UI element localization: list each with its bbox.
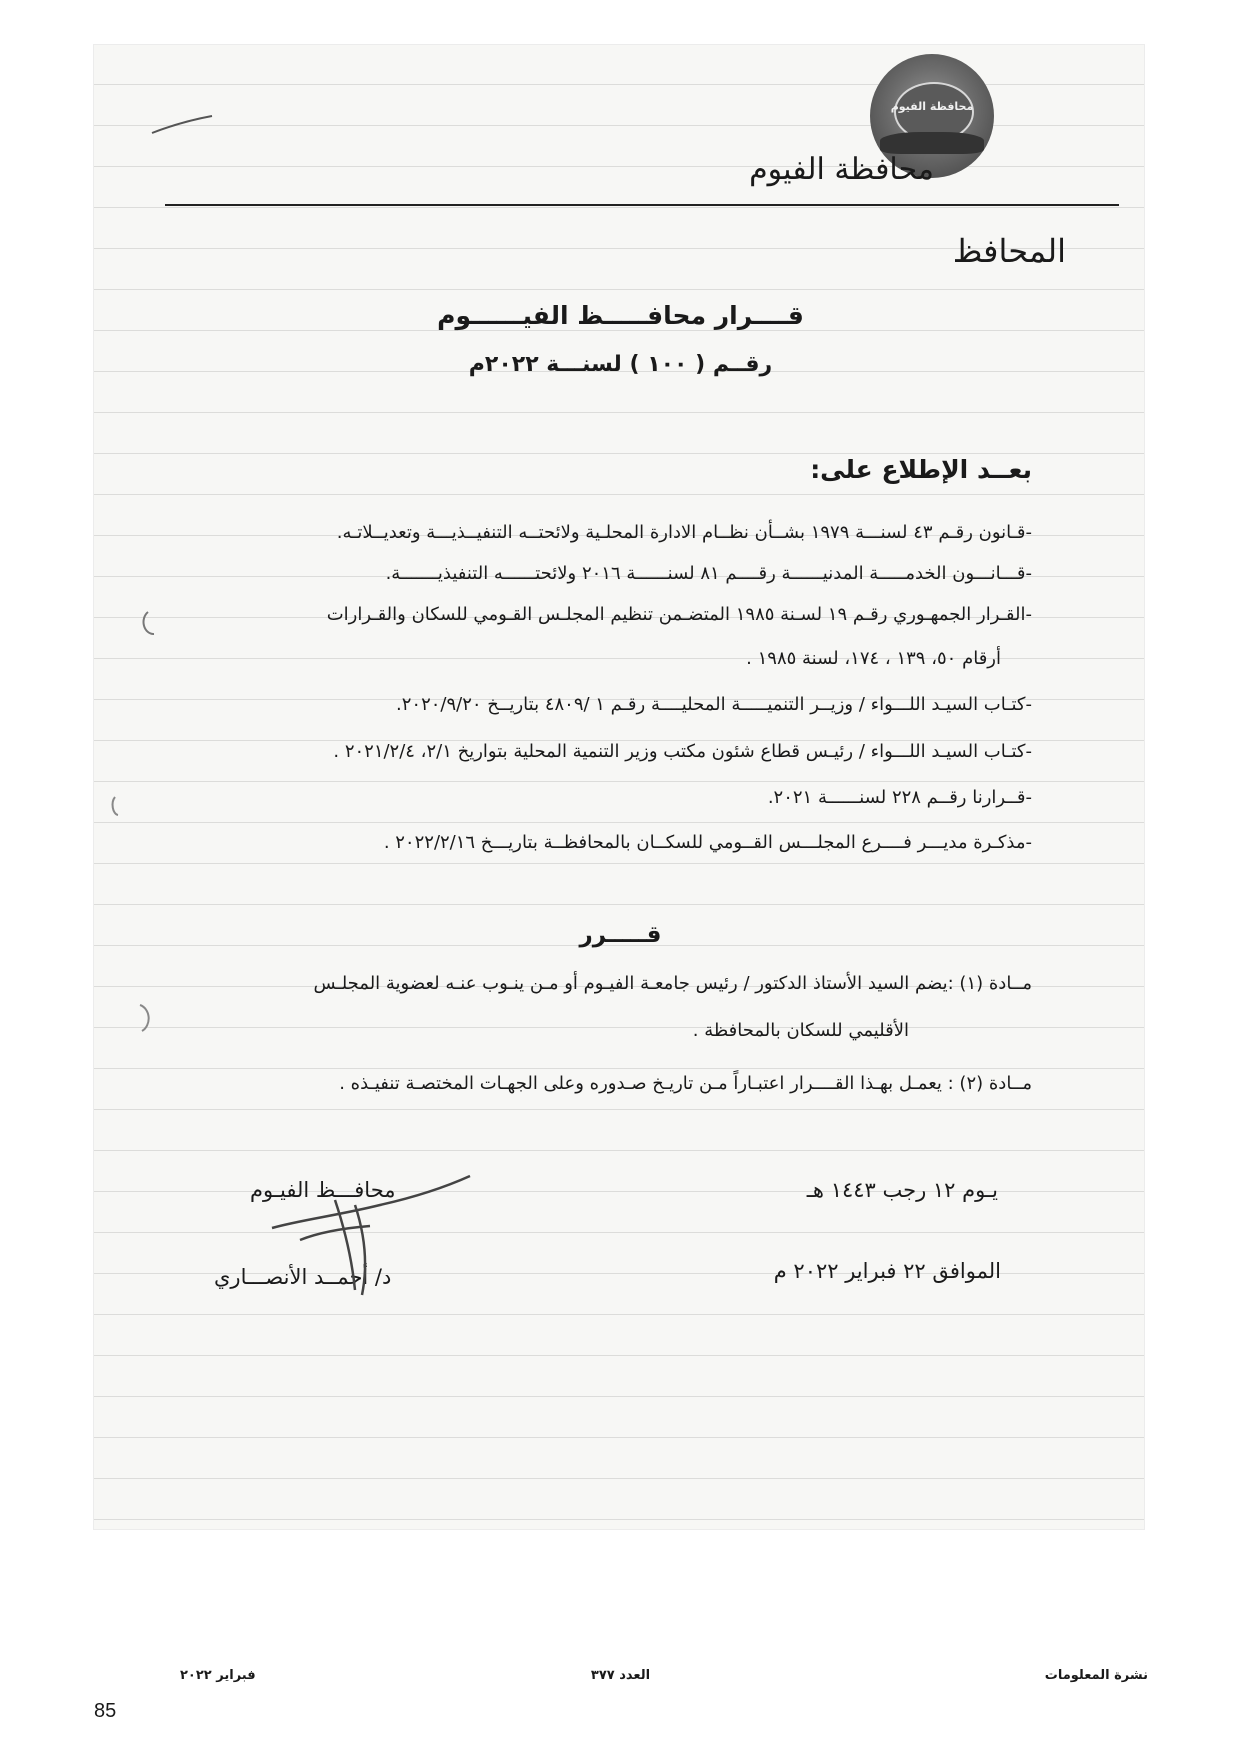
handwritten-signature xyxy=(272,1176,470,1295)
decree-number: رقــم ( ١٠٠ ) لسنـــة ٢٠٢٢م xyxy=(468,352,773,377)
office-title: المحافظ xyxy=(952,232,1066,270)
preamble-item: -قــرارنا رقــم ٢٢٨ لسنــــــة ٢٠٢١. xyxy=(767,787,1032,808)
preamble-item: -قـانون رقـم ٤٣ لسنـــة ١٩٧٩ بشــأن نظــام الادارة المحلـية ولائحتــه التنفيــذيـــة وتعديــلاتـه. xyxy=(336,522,1032,543)
seal-lettering: محافظة الفيوم xyxy=(890,100,974,113)
governorate-name: محافظة الفيوم xyxy=(749,152,934,187)
decision-heading: قـــــرر xyxy=(579,922,662,948)
footer-date: فبراير ٢٠٢٢ xyxy=(180,1668,256,1683)
page-number: 85 xyxy=(94,1700,117,1722)
article-2: مــادة (٢) : يعمـل بهـذا القــــرار اعتبـاراً مـن تاريـخ صـدوره وعلى الجهـات المختصـة تنفيـذه . xyxy=(339,1073,1032,1094)
date-hijri: يـوم ١٢ رجب ١٤٤٣ هـ xyxy=(806,1178,998,1202)
preamble-item: -كتـاب السيـد اللـــواء / رئيـس قطاع شئون مكتب وزير التنمية المحلية بتواريخ ٢/١، ٢٠٢١/٢/٤ . xyxy=(333,741,1032,762)
article-1-line-1: مــادة (١) :يضم السيد الأستاذ الدكتور / رئيس جامعـة الفيـوم أو مـن ينـوب عنـه لعضوية المجلـس xyxy=(313,973,1032,994)
footer-publication: نشرة المعلومات xyxy=(1044,1668,1148,1683)
signatory-name: د/ أحمــد الأنصـــاري xyxy=(214,1265,392,1289)
preamble-item: -قـــانـــون الخدمـــــة المدنيــــــة رقــــم ٨١ لسنــــــة ٢٠١٦ ولائحتــــــه التنفيذيـــــــة. xyxy=(385,563,1032,584)
decree-title: قــــرار محافـــــظ الفيــــــوم xyxy=(437,301,804,330)
preamble-heading: بعــد الإطلاع على: xyxy=(810,455,1032,484)
preamble-item: -كتـاب السيـد اللـــواء / وزيــر التنميـــــة المحليــــة رقـم ١ /٤٨٠٩ بتاريــخ ٢٠٢٠/٩/٢٠. xyxy=(396,694,1032,715)
footer-issue: العدد ٣٧٧ xyxy=(590,1668,651,1683)
article-1-line-2: الأقليمي للسكان بالمحافظة . xyxy=(692,1020,909,1041)
preamble-item: -مذكـرة مديـــر فــــرع المجلـــس القــومي للسكــان بالمحافظــة بتاريـــخ ٢٠٢٢/٢/١٦ . xyxy=(383,832,1032,853)
date-gregorian: الموافق ٢٢ فبراير ٢٠٢٢ م xyxy=(773,1259,1001,1283)
preamble-item: -القـرار الجمهـوري رقـم ١٩ لسـنة ١٩٨٥ المتضـمن تنظيم المجلـس القـومي للسكان والقـرارات xyxy=(326,604,1032,625)
punch-hole-mark xyxy=(144,612,154,634)
punch-hole-mark xyxy=(140,1005,149,1031)
punch-hole-mark xyxy=(113,797,118,815)
signatory-title: محافـــظ الفيـوم xyxy=(250,1178,396,1202)
preamble-item-continuation: أرقام ٥٠، ١٣٩ ، ١٧٤، لسنة ١٩٨٥ . xyxy=(746,648,1001,669)
pen-stroke xyxy=(152,116,212,133)
